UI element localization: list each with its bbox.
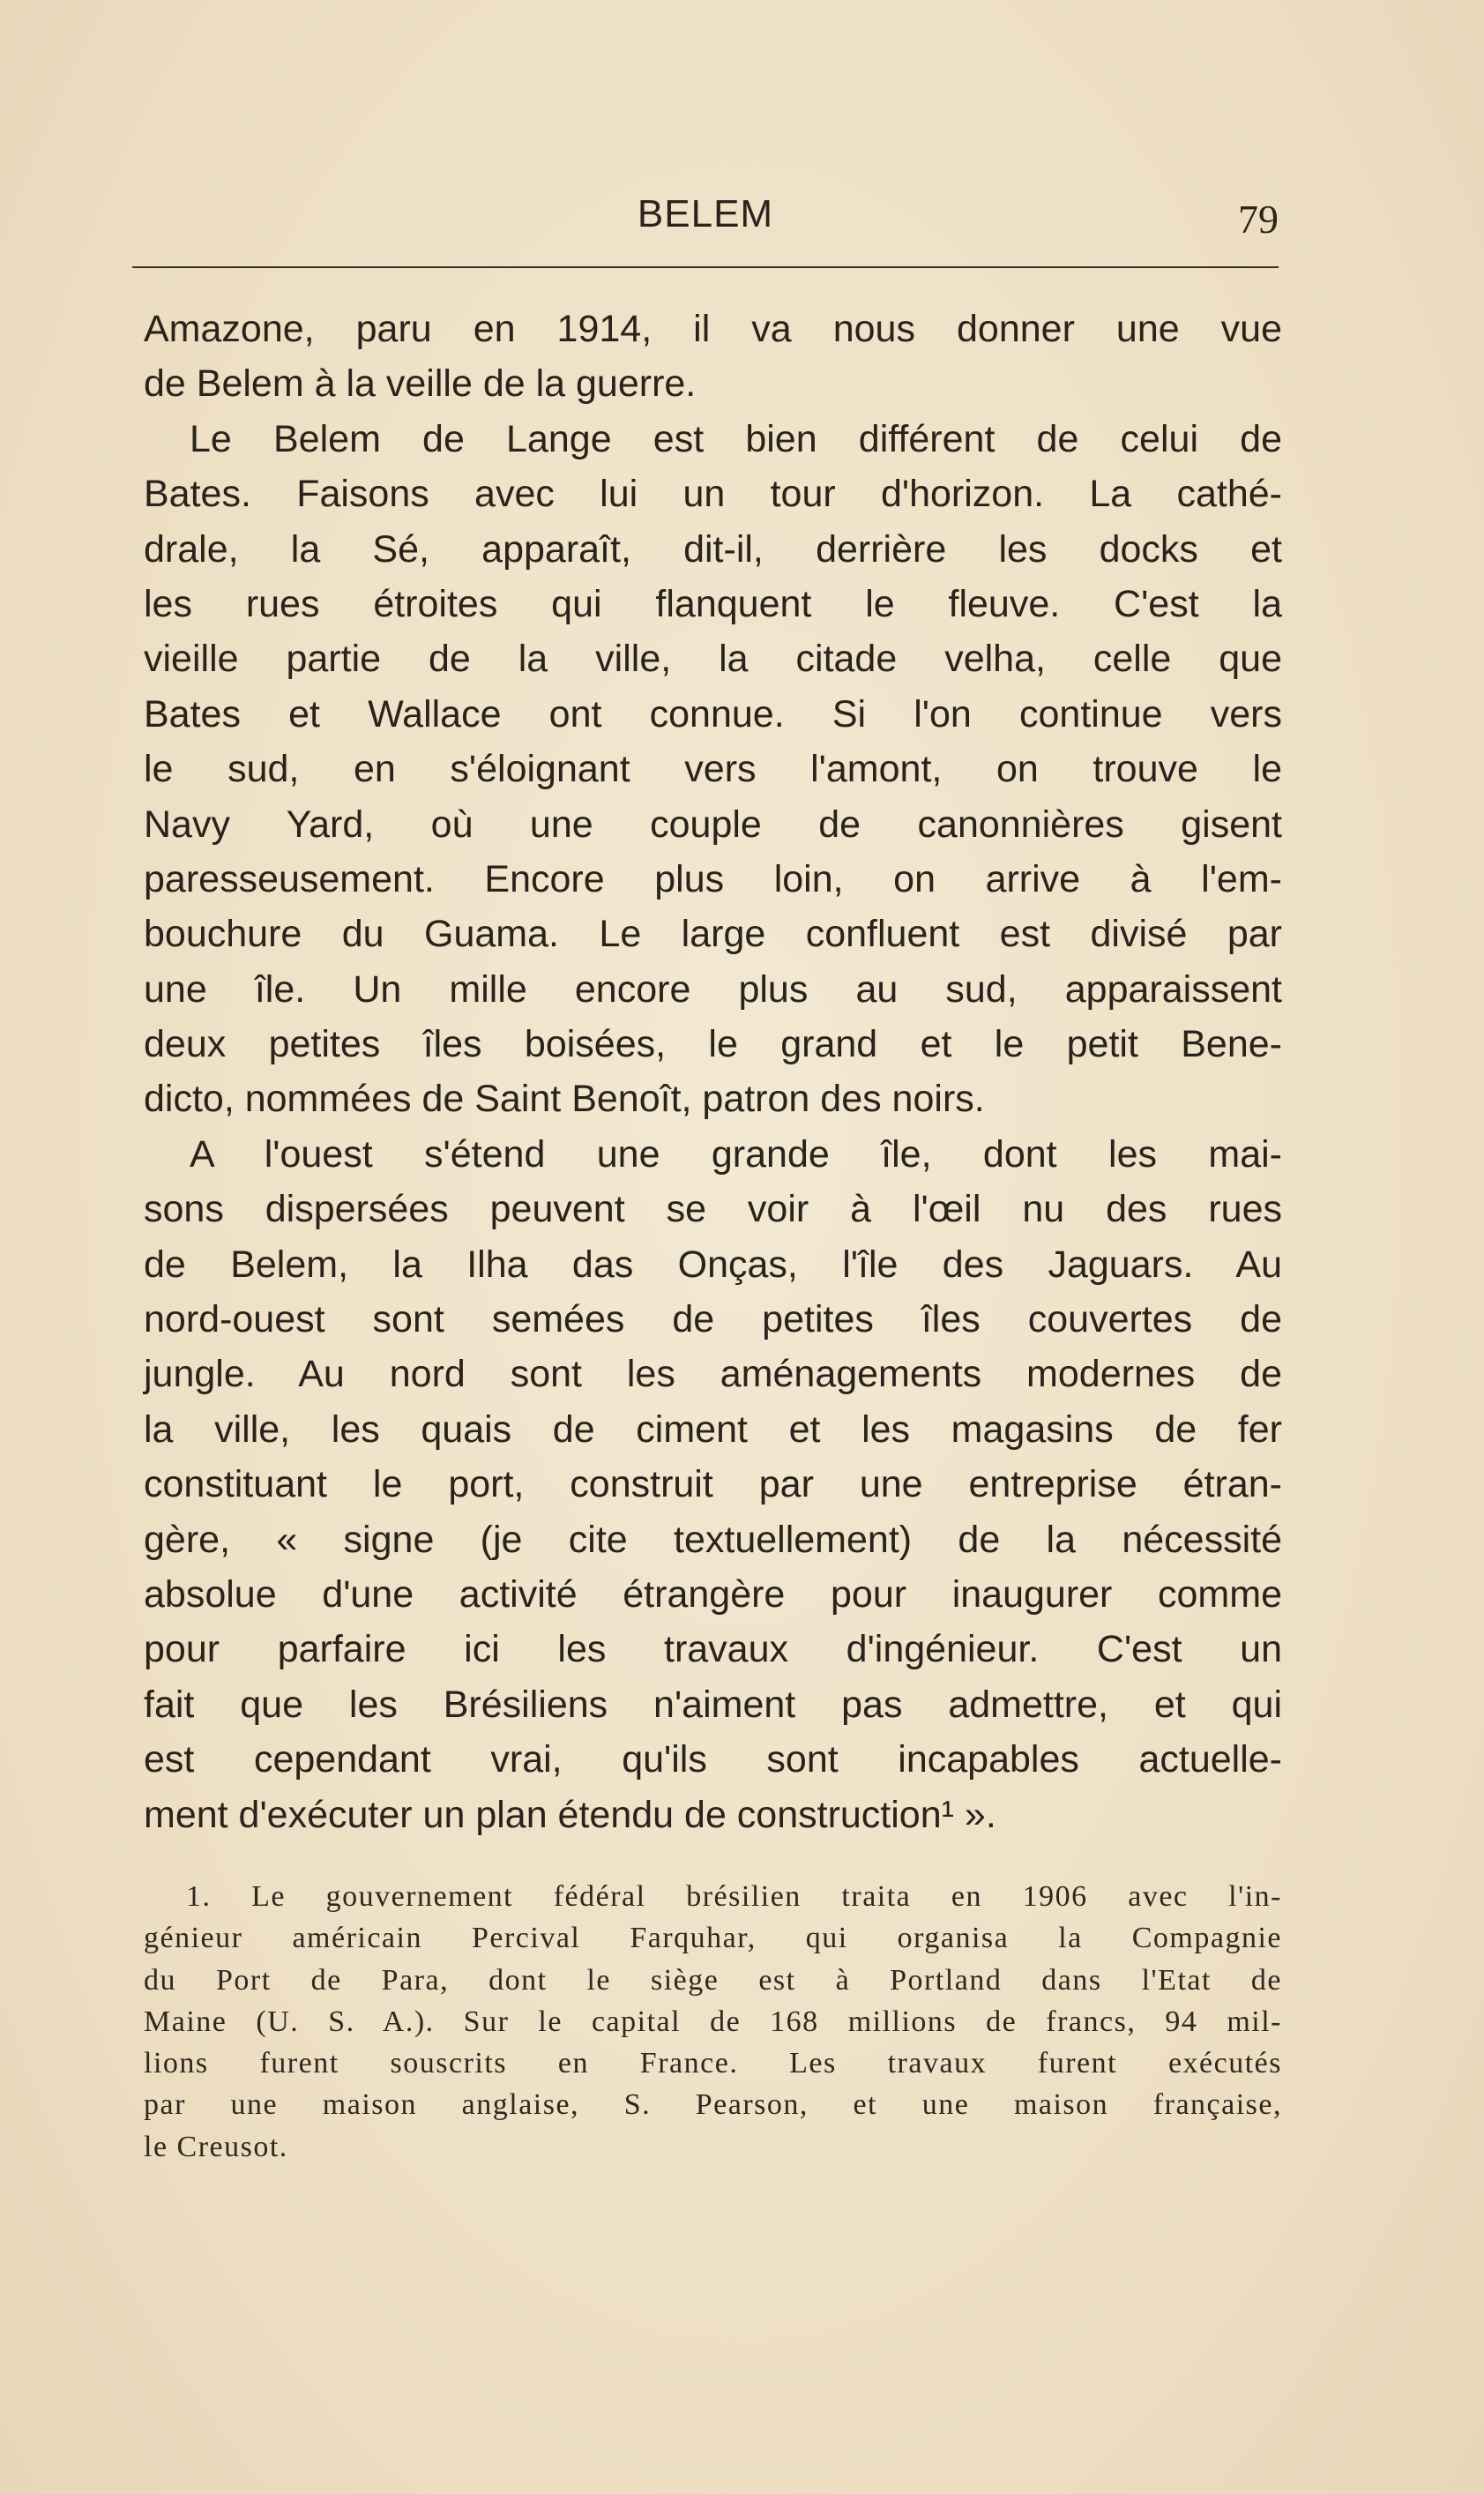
running-title: BELEM <box>637 192 774 235</box>
text-line: constituant le port, construit par une entreprise étran- <box>144 1463 1282 1506</box>
text-line: sons dispersées peuvent se voir à l'œil nu des rues <box>144 1188 1282 1231</box>
footnote-line: génieur américain Percival Farquhar, qui organisa la Compagnie <box>144 1922 1282 1955</box>
text-line: est cependant vrai, qu'ils sont incapables actuelle- <box>144 1738 1282 1781</box>
text-line: la ville, les quais de ciment et les magasins de fer <box>144 1408 1282 1451</box>
text-line: A l'ouest s'étend une grande île, dont les mai- <box>190 1132 1282 1176</box>
text-line: pour parfaire ici les travaux d'ingénieur. C'est un <box>144 1628 1282 1671</box>
footnote-line: lions furent souscrits en France. Les travaux furent exécutés <box>144 2047 1282 2080</box>
body-text <box>144 302 1282 1842</box>
text-line: fait que les Brésiliens n'aiment pas admettre, et qui <box>144 1683 1282 1726</box>
footnote-line: le Creusot. <box>144 2130 288 2163</box>
footnote-line: du Port de Para, dont le siège est à Portland dans l'Etat de <box>144 1963 1282 1997</box>
page-number: 79 <box>1238 197 1279 242</box>
text-line: une île. Un mille encore plus au sud, apparaissent <box>144 967 1282 1011</box>
text-line: bouchure du Guama. Le large confluent est divisé par <box>144 913 1282 956</box>
text-line: dicto, nommées de Saint Benoît, patron des noirs. <box>144 1078 985 1121</box>
text-line: jungle. Au nord sont les aménagements modernes de <box>144 1353 1282 1396</box>
text-line: Bates et Wallace ont connue. Si l'on continue vers <box>144 692 1282 736</box>
text-line: Amazone, paru en 1914, il va nous donner une vue <box>144 308 1282 350</box>
text-line: les rues étroites qui flanquent le fleuve. C'est la <box>144 582 1282 625</box>
footnote-line: 1. Le gouvernement fédéral brésilien traita en 1906 avec l'in- <box>186 1880 1282 1913</box>
page-header <box>132 192 1279 254</box>
text-line: nord-ouest sont semées de petites îles couvertes de <box>144 1298 1282 1341</box>
header-rule <box>132 266 1279 268</box>
footnote-line: Maine (U. S. A.). Sur le capital de 168 millions de francs, 94 mil- <box>144 2005 1282 2038</box>
text-line: de Belem, la Ilha das Onças, l'île des Jaguars. Au <box>144 1243 1282 1286</box>
text-line: Navy Yard, où une couple de canonnières gisent <box>144 803 1282 846</box>
footnote <box>144 1876 1282 2168</box>
text-line: de Belem à la veille de la guerre. <box>144 362 697 406</box>
text-line: Le Belem de Lange est bien différent de celui de <box>190 417 1282 460</box>
text-line: Bates. Faisons avec lui un tour d'horizon. La cathé- <box>144 473 1282 516</box>
text-line: drale, la Sé, apparaît, dit-il, derrière les docks et <box>144 527 1282 571</box>
text-line: absolue d'une activité étrangère pour inaugurer comme <box>144 1572 1282 1616</box>
text-line: ment d'exécuter un plan étendu de construction¹ ». <box>144 1793 996 1836</box>
text-line: paresseusement. Encore plus loin, on arrive à l'em- <box>144 857 1282 900</box>
text-line: deux petites îles boisées, le grand et le petit Bene- <box>144 1023 1282 1066</box>
text-line: vieille partie de la ville, la citade velha, celle que <box>144 638 1282 681</box>
text-line: gère, « signe (je cite textuellement) de la nécessité <box>144 1518 1282 1561</box>
text-line: le sud, en s'éloignant vers l'amont, on trouve le <box>144 748 1282 791</box>
footnote-line: par une maison anglaise, S. Pearson, et une maison française, <box>144 2088 1282 2122</box>
